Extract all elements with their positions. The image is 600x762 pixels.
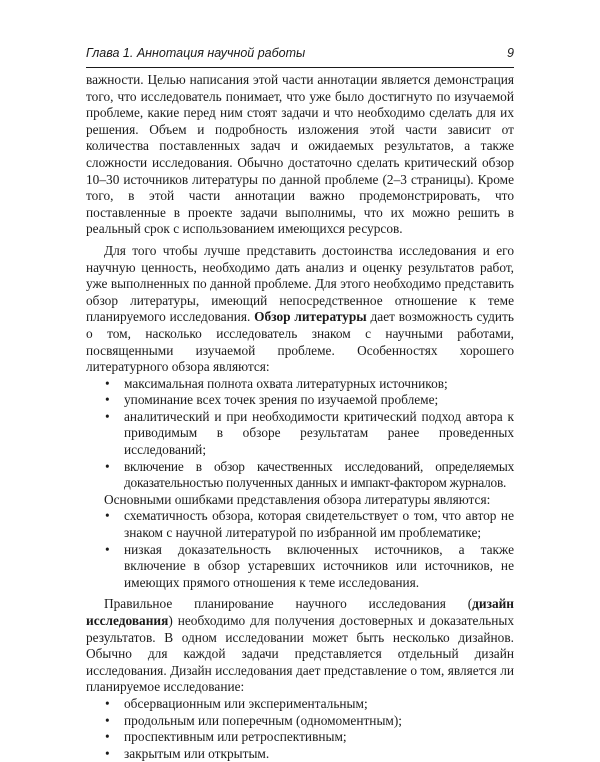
list-item	[86, 696, 514, 713]
body-text	[86, 72, 514, 762]
list-item-text: низкая доказательность включенных источников, а также включение в обзор устаревших источников или источников, не имеющих прямого отношения к теме исследования.	[124, 541, 514, 590]
list-item	[86, 392, 514, 409]
bullet-icon	[105, 459, 109, 476]
list-item	[86, 713, 514, 730]
paragraph-4-text-b: ) необходимо для получения достоверных и доказательных результатов. В одном исследовании может быть несколько дизайнов. Обычно для каждой задачи представляется отдельный дизайн исследования. Дизайн исследования дает представление о том, является ли планируемое исследование:	[86, 613, 514, 695]
paragraph-1: важности. Целью написания этой части аннотации является демонстрация того, что исследователь понимает, что уже было достигнуто по изучаемой проблеме, какие перед ним стоят задачи и что необходимо сделать для их решения. Объем и подробность изложения этой части зависит от количества поставленных задач и ожидаемых результатов, а также сложности исследования. Обычно достаточно сделать критический обзор 10–30 источников литературы по данной проблеме (2–3 страницы). Кроме того, в этой части аннотации важно продемонстрировать, что поставленные в проекте задачи выполнимы, что их можно решить в реальный срок с использованием имеющихся ресурсов.	[86, 72, 514, 237]
good-review-features-list	[86, 376, 514, 492]
paragraph-2	[86, 243, 514, 376]
list-item	[86, 409, 514, 459]
header-rule	[86, 67, 514, 68]
paragraph-4-text-a: Правильное планирование научного исследования (	[104, 596, 473, 612]
bullet-icon	[105, 392, 110, 409]
bullet-icon	[105, 409, 110, 426]
list-item-text: продольным или поперечным (одномоментным);	[124, 712, 403, 728]
list-item-text: аналитический и при необходимости критический подход автора к приводимым в обзоре результатам ранее проведенных исследований;	[124, 408, 514, 458]
list-item	[86, 459, 514, 492]
bullet-icon	[105, 713, 110, 730]
running-header	[86, 46, 514, 66]
list-item	[86, 376, 514, 393]
paragraph-2-text-a: Для того чтобы лучше представить достоинства исследования и его научную ценность, необходимо дать анализ и оценку результатов работ, уже выполненных по данной проблеме. Для этого необходимо представить обзор литературы, имеющий непосредственное отношение к теме планируемого исследования.	[86, 242, 514, 325]
list-item	[86, 729, 514, 746]
paragraph-3: Основными ошибками представления обзора литературы являются:	[104, 491, 491, 507]
list-item-text: обсервационным или экспериментальным;	[124, 695, 368, 711]
bold-term-study-design: дизайн исследования	[86, 596, 514, 628]
paragraph-4	[86, 596, 514, 696]
bullet-icon	[105, 729, 110, 746]
list-item-text: проспективным или ретроспективным;	[124, 729, 347, 745]
list-item-text: схематичность обзора, которая свидетельствует о том, что автор не знаком с научной литературой по избранной им проблематике;	[124, 508, 514, 541]
chapter-title: Глава 1. Аннотация научной работы	[86, 46, 306, 60]
bullet-icon	[105, 376, 110, 393]
paragraph-2-text-b: дает возможность судить о том, насколько исследователь знаком с научными работами, посвященными изучаемой проблеме. Особенностях хорошего литературного обзора являются:	[86, 309, 514, 375]
list-item	[86, 542, 514, 592]
review-errors-list	[86, 508, 514, 591]
list-item-text: максимальная полнота охвата литературных источников;	[124, 375, 448, 391]
list-item	[86, 508, 514, 541]
list-item-text: закрытым или открытым.	[124, 745, 270, 761]
bullet-icon	[105, 746, 110, 762]
page-number: 9	[507, 46, 514, 60]
list-item	[86, 746, 514, 762]
bullet-icon	[105, 508, 110, 525]
bullet-icon	[105, 696, 110, 713]
bold-term-literature-review: Обзор литературы	[254, 309, 367, 325]
design-types-list	[86, 696, 514, 762]
list-item-text: упоминание всех точек зрения по изучаемой проблеме;	[124, 392, 439, 408]
list-item-text: включение в обзор качественных исследований, определяемых доказательностью полученных данных и импакт-фактором журналов.	[124, 458, 514, 491]
bullet-icon	[105, 542, 110, 559]
